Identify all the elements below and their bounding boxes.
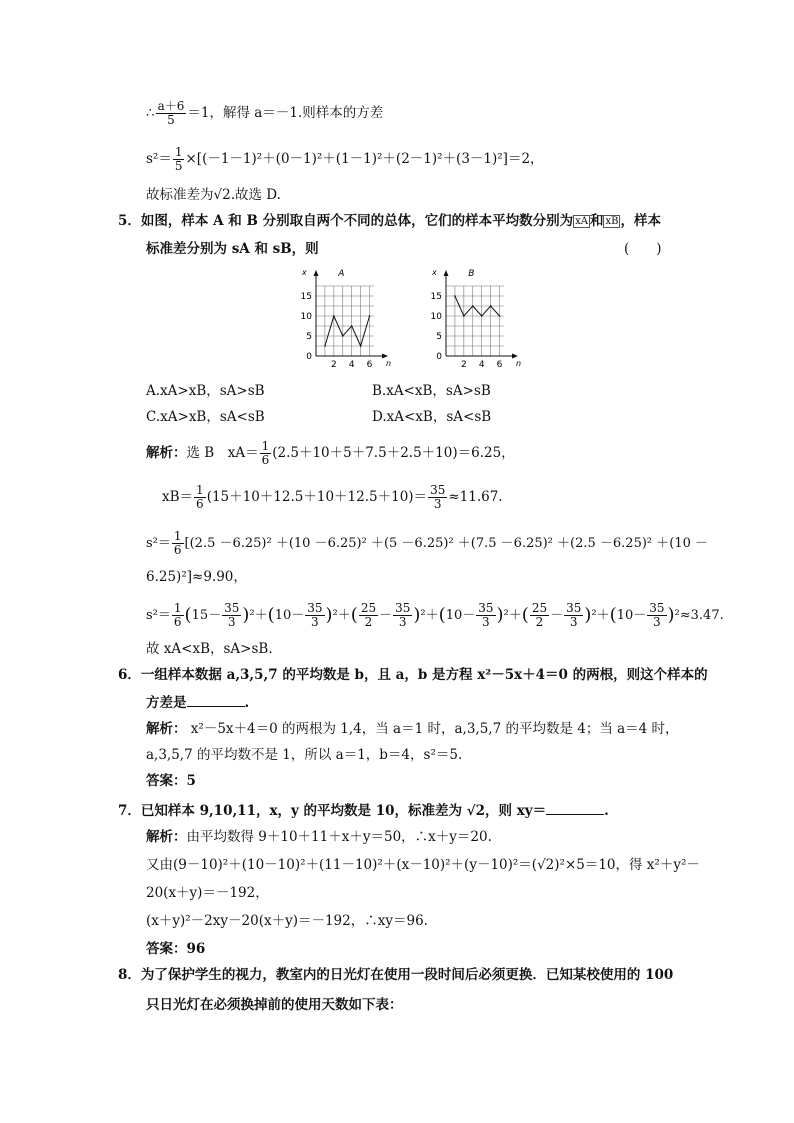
chart-a [290,266,390,372]
solution-7-line-3: 20(x＋y)＝－192， [146,885,269,901]
y-axis-label: x [302,268,307,277]
question-8-line-1: 8．为了保护学生的视力，教室内的日光灯在使用一段时间后必须更换．已知某校使用的 100 [118,967,674,983]
y-tick-label: 15 [300,292,312,302]
question-8-line-2: 只日光灯在必须换掉前的使用天数如下表： [146,997,403,1013]
x-tick-label: 4 [478,360,485,370]
x-tick-label: 6 [366,360,373,370]
answer-blank [546,802,604,815]
solution-6-line-2: a,3,5,7 的平均数不是 1，所以 a＝1，b＝4，s²＝5. [146,747,463,763]
mean-b-symbol: xB [605,216,619,227]
x-tick-label: 4 [348,360,355,370]
data-point [351,325,353,327]
y-axis-label: x [432,268,437,277]
question-6-line-2: 方差是 . [146,695,250,711]
answer-7: 答案：96 [146,941,206,957]
x-tick-label: 2 [460,360,467,370]
y-tick-label: 0 [306,352,312,362]
solution-7-line-1: 解析：由平均数得 9＋10＋11＋x＋y＝50，∴x＋y＝20. [146,829,492,845]
question-7: 7．已知样本 9,10,11，x，y 的平均数是 10，标准差为 √2，则 xy＝ . [118,803,609,819]
chart-title: A [338,269,345,279]
solution-5-variance-a-end: 6.25)²]≈9.90， [146,569,247,585]
data-point [472,305,474,307]
question-5-line-2: 标准差分别为 sA 和 sB，则 [146,241,319,257]
solution-7-line-4: (x＋y)²－2xy－20(x＋y)＝－192，∴xy＝96. [146,913,428,929]
data-point [454,295,456,297]
option-c: C.xA>xB，sA<sB [146,409,265,425]
answer-6: 答案：5 [146,773,196,789]
solution-5-mean-a: 解析：选 B xA＝ $\frac{1}{6}$ (2.5＋10＋5＋7.5＋2.5＋10)＝6.25， [146,439,515,467]
x-tick-label: 6 [496,360,503,370]
data-point [499,315,501,317]
option-d: D.xA<xB，sA<sB [372,409,492,425]
y-tick-label: 10 [430,312,442,322]
solution-7-line-2: 又由(9－10)²＋(10－10)²＋(11－10)²＋(x－10)²＋(y－10)²＝(√2)²×5＝10，得 x²＋y²－ [146,857,700,873]
solution-5-variance-a: s²＝ $\frac{1}{6}$ [(2.5 －6.25)² ＋(10 －6.25)² ＋(5 －6.25)² ＋(7.5 －6.25)² ＋(2.5 －6.25)² ＋(10 － [146,529,709,557]
question-5-line-1: 5．如图，样本 A 和 B 分别取自两个不同的总体，它们的样本平均数分别为 xA 和 xB ，样本 [118,213,661,229]
answer-blank [187,694,245,707]
eq-variance: s²＝ $\frac{1}{5}$ ×[(－1－1)²＋(0－1)²＋(1－1)²＋(2－1)²＋(3－1)²]＝2， [146,145,544,173]
solution-5-mean-b: xB＝ $\frac{1}{6}$ (15＋10＋12.5＋10＋12.5＋10)＝ $\frac{35}{3}$ ≈11.67. [162,483,503,511]
chart-title: B [468,269,475,279]
data-point [342,335,344,337]
data-point [481,315,483,317]
option-b: B.xA<xB，sA>sB [372,383,491,399]
x-axis-arrow [382,354,388,359]
y-tick-label: 5 [436,332,442,342]
data-point [333,315,335,317]
y-axis-arrow [314,270,319,276]
x-tick-label: 2 [330,360,337,370]
x-axis-label: n [516,359,522,368]
y-axis-arrow [444,270,449,276]
x-axis-arrow [512,354,518,359]
data-point [490,305,492,307]
y-tick-label: 10 [300,312,312,322]
y-tick-label: 0 [436,352,442,362]
x-axis-label: n [386,359,392,368]
solution-5-conclusion: 故 xA<xB，sA>sB. [146,641,273,657]
solution-6-line-1: 解析： x²－5x＋4＝0 的两根为 1,4，当 a＝1 时，a,3,5,7 的平均数是 4；当 a＝4 时， [146,721,679,737]
y-tick-label: 5 [306,332,312,342]
option-a: A.xA>xB，sA>sB [146,383,265,399]
answer-bracket: ( ) [624,241,662,257]
data-point [463,315,465,317]
y-tick-label: 15 [430,292,442,302]
eq-mean-a: ∴ $\frac{a+6}{5}$ ＝1，解得 a＝－1.则样本的方差 [146,99,384,127]
series-line [325,316,370,346]
chart-b [420,266,520,372]
solution-5-variance-b: s²＝ $\frac{1}{6}$ (15－ $\frac{35}{3}$ )²＋(10－ $\frac{35}{3}$ )²＋( $\frac{25}{2}$ － $\frac{35}{3}$ )²＋(10－ $\frac{35}{3}$ )²＋( $\frac{25}{2}$ － $\frac{35}{3}$ )²＋(10－ $\frac{35}{3}$ )²≈3.47. [146,601,724,629]
mean-a-symbol: xA [575,216,588,227]
data-point [360,345,362,347]
data-point [369,315,371,317]
std-dev-conclusion: 故标准差为√2.故选 D. [146,187,281,203]
data-point [324,345,326,347]
question-6-line-1: 6．一组样本数据 a,3,5,7 的平均数是 b，且 a，b 是方程 x²－5x＋4＝0 的两根，则这个样本的 [118,667,708,683]
